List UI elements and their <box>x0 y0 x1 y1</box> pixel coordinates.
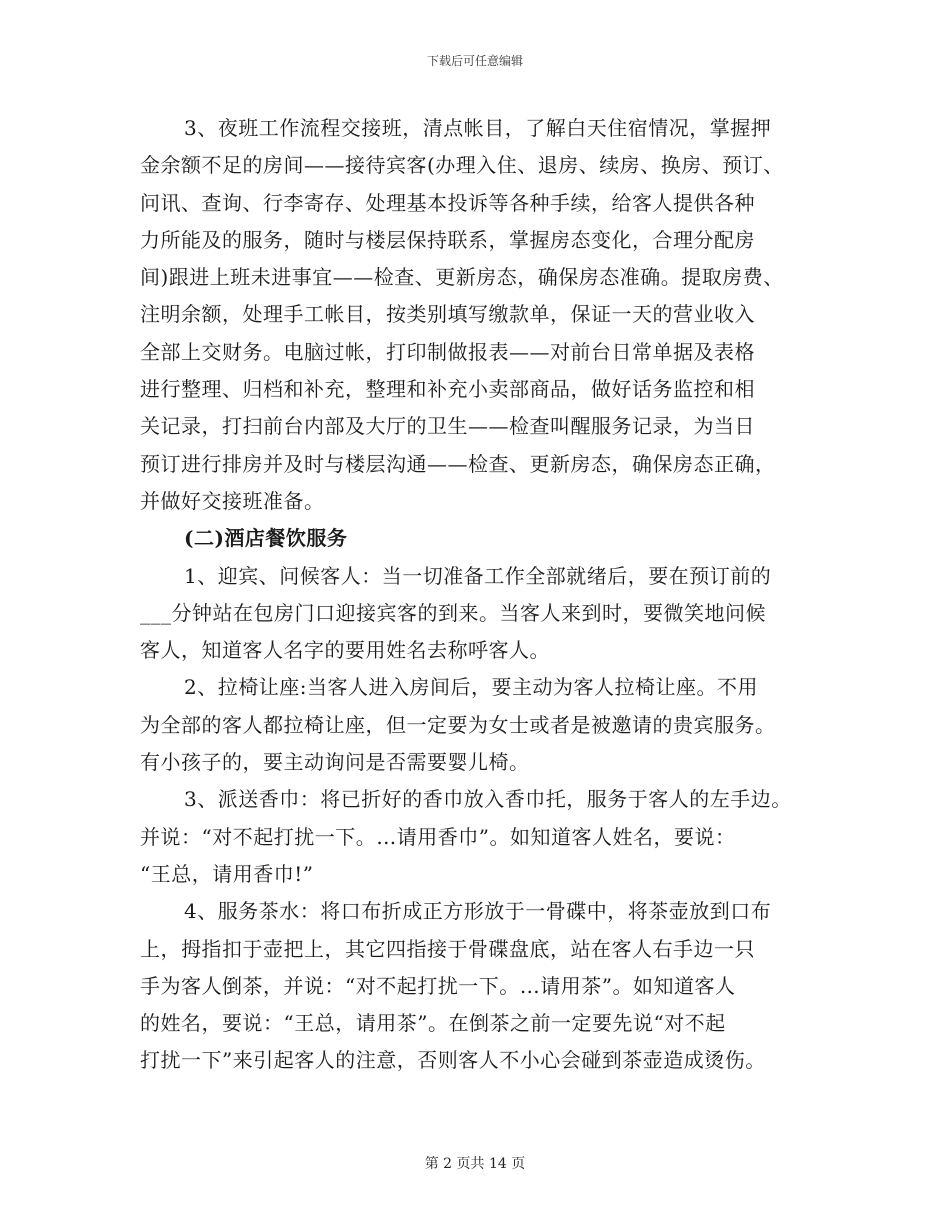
paragraph-line: 上，拇指扣于壶把上，其它四指接于骨碟盘底，站在客人右手边一只 <box>140 936 755 961</box>
paragraph-line: 并说：“对不起打扰一下。…请用香巾”。如知道客人姓名，要说： <box>140 824 736 849</box>
paragraph-line: 问讯、查询、行李寄存、处理基本投诉等各种手续，给客人提供各种 <box>140 190 755 215</box>
paragraph-line: “王总，请用香巾!” <box>140 861 314 886</box>
document-body <box>140 110 830 1080</box>
paragraph-line: 为全部的客人都拉椅让座，但一定要为女士或者是被邀请的贵宾服务。 <box>140 712 776 737</box>
paragraph-line: 1、迎宾、问候客人：当一切准备工作全部就绪后，要在预订前的 <box>184 563 772 588</box>
page-footer: 第 2 页共 14 页 <box>424 1156 526 1172</box>
paragraph-line: ___分钟站在包房门口迎接宾客的到来。当客人来到时，要微笑地问候 <box>140 600 766 625</box>
paragraph-line: 间)跟进上班未进事宜——检查、更新房态，确保房态准确。提取房费、 <box>140 265 784 290</box>
section-heading: (二)酒店餐饮服务 <box>184 526 348 551</box>
paragraph-line: 4、服务茶水：将口布折成正方形放于一骨碟中，将茶壶放到口布 <box>184 899 772 924</box>
paragraph-line: 有小孩子的，要主动询问是否需要婴儿椅。 <box>140 750 530 775</box>
paragraph-line: 打扰一下”来引起客人的注意，否则客人不小心会碰到茶壶造成烫伤。 <box>140 1048 766 1073</box>
paragraph-line: 力所能及的服务，随时与楼层保持联系，掌握房态变化，合理分配房 <box>140 227 755 252</box>
paragraph-line: 2、拉椅让座:当客人进入房间后，要主动为客人拉椅让座。不用 <box>184 675 758 700</box>
paragraph-line: 并做好交接班准备。 <box>140 488 325 513</box>
paragraph-line: 金余额不足的房间——接待宾客(办理入住、退房、续房、换房、预订、 <box>140 153 784 178</box>
paragraph-line: 3、派送香巾：将已折好的香巾放入香巾托，服务于客人的左手边。 <box>184 787 792 812</box>
paragraph-line: 注明余额，处理手工帐目，按类别填写缴款单，保证一天的营业收入 <box>140 302 755 327</box>
paragraph-line: 预订进行排房并及时与楼层沟通——检查、更新房态，确保房态正确， <box>140 451 776 476</box>
page-header: 下载后可任意编辑 <box>426 54 523 68</box>
paragraph-line: 手为客人倒茶，并说：“对不起打扰一下。…请用茶”。如知道客人 <box>140 973 736 998</box>
paragraph-line: 3、夜班工作流程交接班，清点帐目，了解白天住宿情况，掌握押 <box>184 116 772 140</box>
paragraph-line: 进行整理、归档和补充，整理和补充小卖部商品，做好话务监控和相 <box>140 377 755 402</box>
paragraph-line: 全部上交财务。电脑过帐，打印制做报表——对前台日常单据及表格 <box>140 339 755 364</box>
paragraph-line: 关记录，打扫前台内部及大厅的卫生——检查叫醒服务记录，为当日 <box>140 414 755 439</box>
paragraph-line: 的姓名，要说：“王总，请用茶”。在倒茶之前一定要先说“对不起 <box>140 1011 726 1036</box>
paragraph-line: 客人，知道客人名字的要用姓名去称呼客人。 <box>140 638 550 663</box>
